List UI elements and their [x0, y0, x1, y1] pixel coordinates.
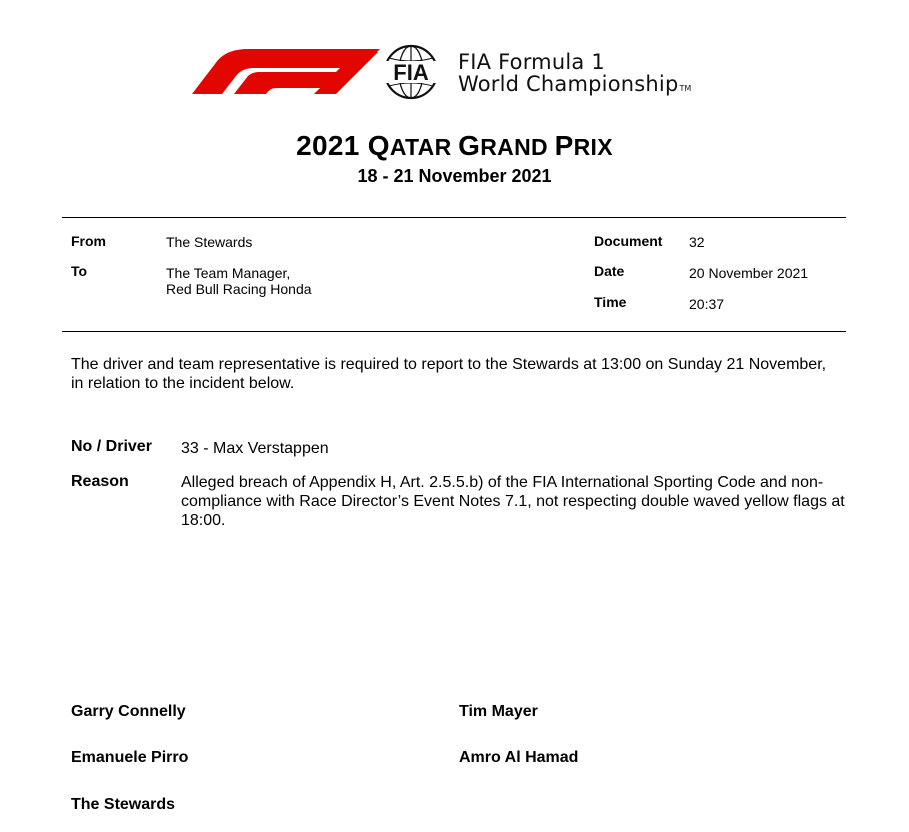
date-label: Date [594, 263, 625, 279]
time-label: Time [594, 294, 627, 310]
from-value: The Stewards [166, 234, 253, 250]
to-label: To [71, 263, 88, 279]
header-rule-bottom [62, 331, 846, 332]
to-value-line-2: Red Bull Racing Honda [166, 281, 312, 297]
steward-signature-2: Tim Mayer [459, 703, 538, 720]
title-q-initial: Q [367, 130, 390, 161]
driver-label: No / Driver [71, 438, 152, 455]
steward-signature-4: Amro Al Hamad [459, 749, 579, 766]
to-value-line-1: The Team Manager, [166, 265, 291, 281]
title-g-rest: RAND [480, 134, 555, 160]
title-p-rest: RIX [573, 134, 613, 160]
reason-value: Alleged breach of Appendix H, Art. 2.5.5.b) of the FIA International Sporting Code and non-compliance with Race Director’s Event Notes 7.1, not respecting double waved yellow flags at 18:00. [181, 474, 845, 529]
reason-label: Reason [71, 473, 129, 490]
stewards-closing: The Stewards [71, 796, 176, 813]
logo-line-2-text: World Championship [458, 72, 679, 96]
logo-line-1 [458, 50, 605, 74]
title-p-initial: P [554, 130, 574, 161]
logo-line-1-prefix: FIA Formula [458, 50, 592, 74]
from-label: From [71, 233, 106, 249]
document-label: Document [594, 233, 663, 249]
header-rule-top [62, 217, 846, 218]
document-number: 32 [689, 234, 705, 250]
logo-line-2 [458, 72, 691, 96]
steward-signature-1: Garry Connelly [71, 703, 186, 720]
to-value [166, 265, 312, 297]
logo-trademark: TM [679, 84, 692, 93]
driver-value: 33 - Max Verstappen [181, 440, 329, 457]
fia-f1-header-logo [190, 44, 735, 100]
summons-intro: The driver and team representative is required to report to the Stewards at 13:00 on Sunday 21 November, in relation to the incident below. [71, 356, 827, 392]
date-value: 20 November 2021 [689, 265, 809, 281]
f1-logo-icon [190, 46, 380, 96]
title-year: 2021 [296, 130, 368, 161]
time-value: 20:37 [689, 296, 725, 312]
title-g-initial: G [458, 130, 481, 161]
event-dates: 18 - 21 November 2021 [357, 166, 552, 186]
fia-mark-text: FIA [393, 60, 429, 85]
fia-globe-logo-icon [373, 44, 449, 100]
logo-line-1-number: 1 [591, 50, 605, 74]
document-title [0, 130, 909, 162]
steward-signature-3: Emanuele Pirro [71, 749, 189, 766]
title-q-rest: ATAR [389, 134, 459, 160]
